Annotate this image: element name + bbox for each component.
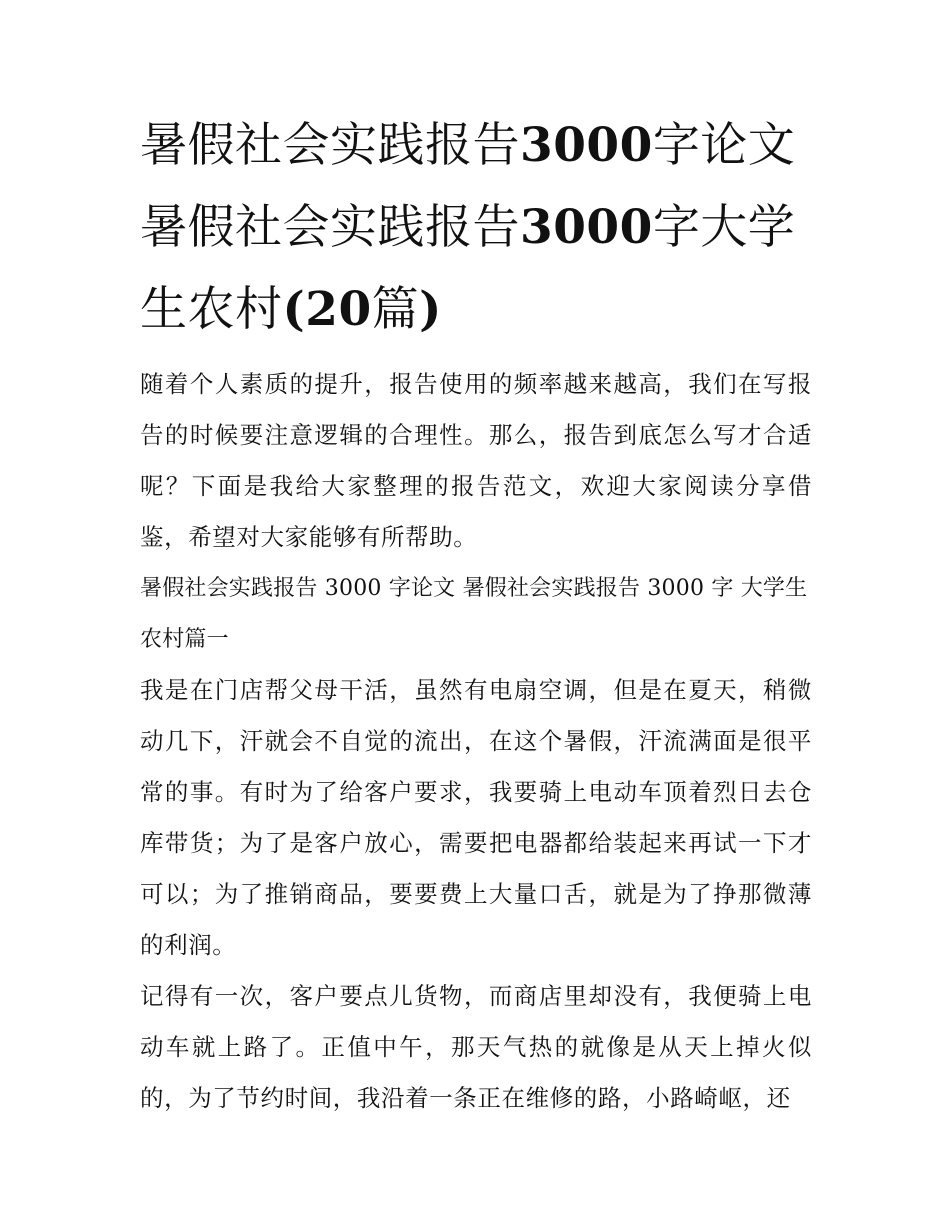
body-paragraph-1: 我是在门店帮父母干活，虽然有电扇空调，但是在夏天，稍微动几下，汗就会不自觉的流出，在这个暑假，汗流满面是很平常的事。有时为了给客户要求，我要骑上电动车顶着烈日去仓库带货；为了是客户放心，需要把电器都给装起来再试一下才可以；为了推销商品，要要费上大量口舌，就是为了挣那微薄的利润。 <box>140 676 812 959</box>
intro-paragraph: 随着个人素质的提升，报告使用的频率越来越高，我们在写报告的时候要注意逻辑的合理性。那么，报告到底怎么写才合适呢？下面是我给大家整理的报告范文，欢迎大家阅读分享借鉴，希望对大家能够有所帮助。 <box>140 370 812 551</box>
section-heading: 暑假社会实践报告 3000 字论文 暑假社会实践报告 3000 字 大学生农村篇一 <box>140 576 808 652</box>
body-paragraph-2: 记得有一次，客户要点儿货物，而商店里却没有，我便骑上电动车就上路了。正值中午，那天气热的就像是从天上掉火似的，为了节约时间，我沿着一条正在维修的路，小路崎岖，还 <box>140 982 812 1112</box>
document-title: 暑假社会实践报告3000字论文 暑假社会实践报告3000字大学生农村(20篇) <box>140 118 796 337</box>
document-page <box>140 105 812 1124</box>
